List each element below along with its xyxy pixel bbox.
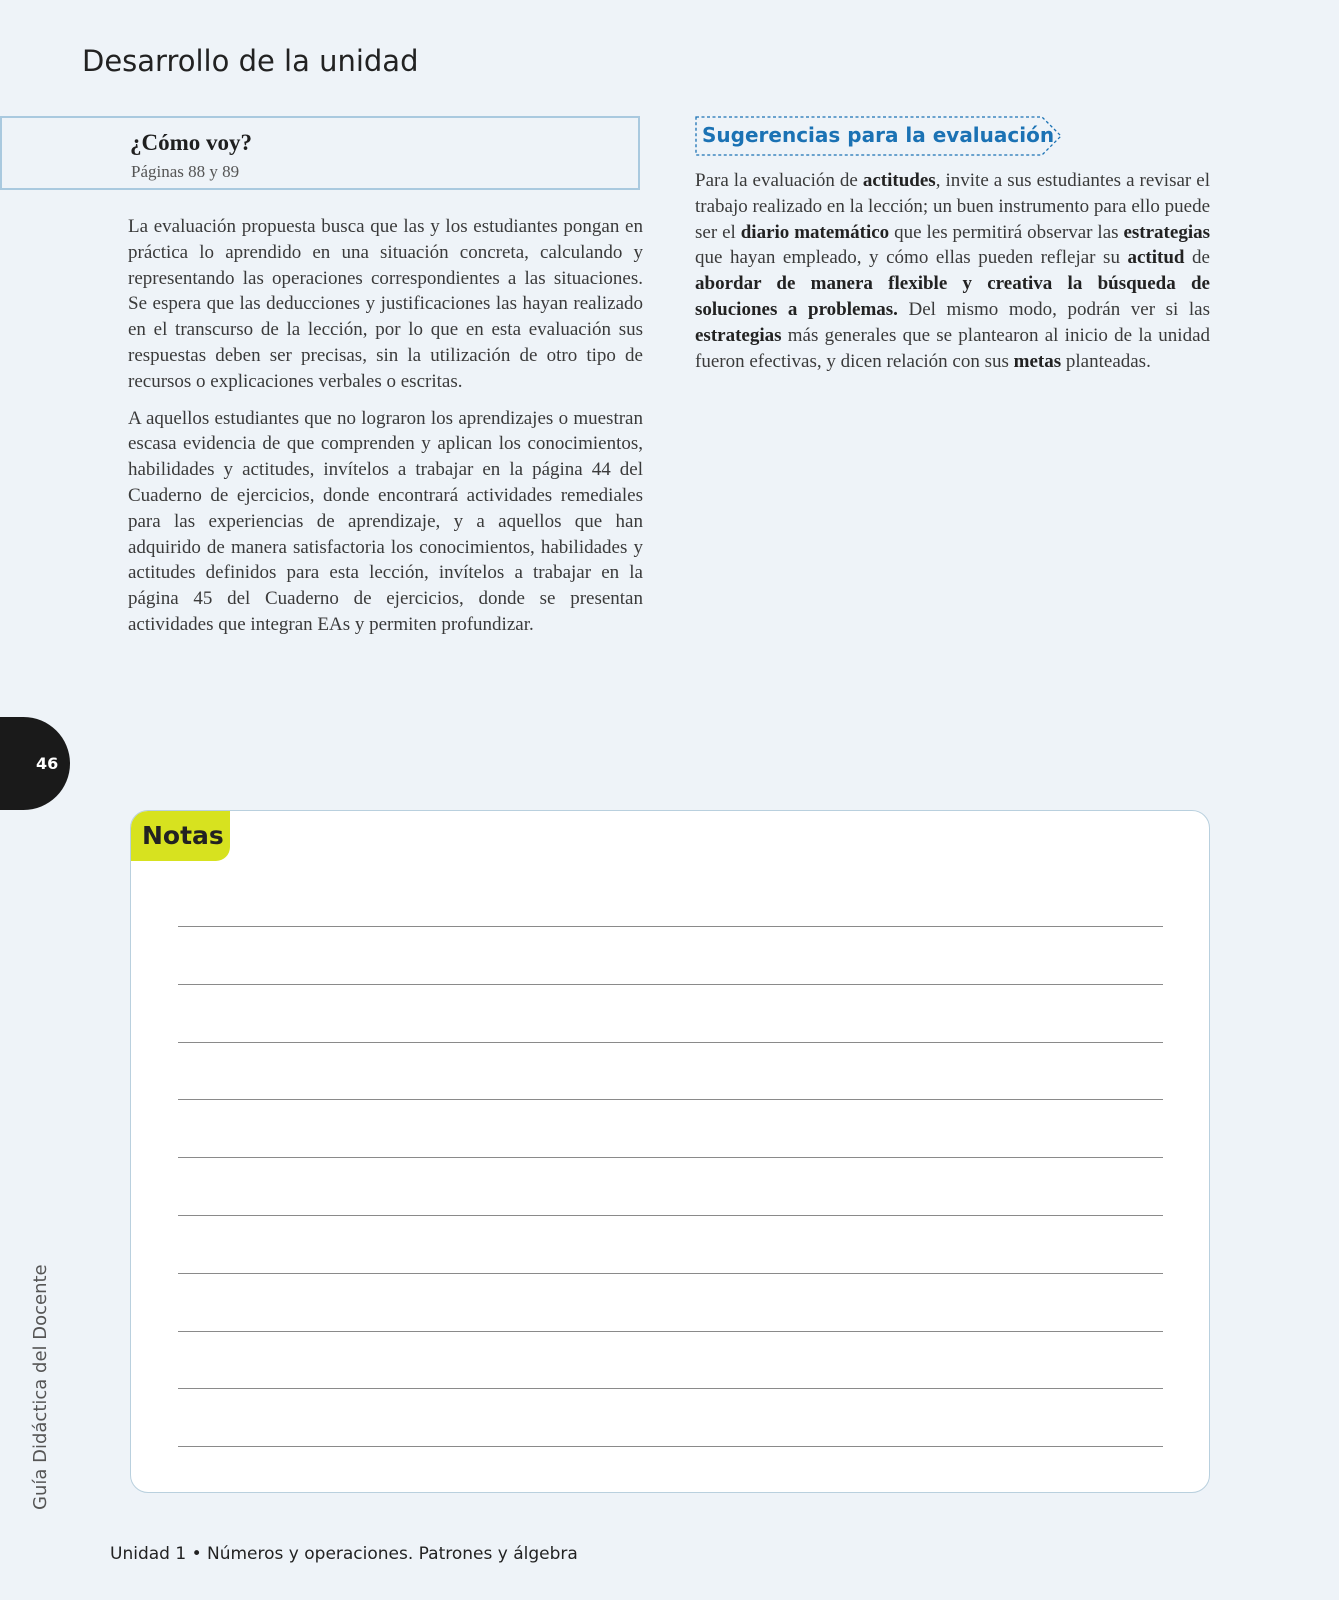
text-segment: Del mismo modo, podrán ver si las <box>897 298 1210 320</box>
left-paragraph-2: A aquellos estudiantes que no lograron los aprendizajes o muestran escasa evidencia de que comprenden y aplican los conocimientos, habilidades y actitudes, invítelos a trabajar en la página 44 del Cuaderno de ejercicios, donde encontrará actividades remediales para las experiencias de aprendizaje, y a aquellos que han adquirido de manera satisfactoria los conocimientos, habilidades y actitudes definidos para esta lección, invítelos a trabajar en la página 45 del Cuaderno de ejercicios, donde se presentan actividades que integran EAs y permiten profundizar. <box>128 407 643 635</box>
left-paragraph-1: La evaluación propuesta busca que las y los estudiantes pongan en práctica lo aprendido en una situación concreta, calculando y representando las operaciones correspondientes a las situaciones. Se espera que las deducciones y justificaciones las hayan realizado en el transcurso de la lección, por lo que en esta evaluación sus respuestas deben ser precisas, sin la utilización de otro tipo de recursos o explicaciones verbales o escritas. <box>128 216 643 392</box>
bold-term: estrategias <box>695 324 782 346</box>
bold-term: abordar de manera flexible y creativa la búsqueda de soluciones a problemas. <box>695 273 1210 320</box>
note-line <box>178 1042 1163 1043</box>
right-column-text <box>695 168 1210 374</box>
note-line <box>178 1273 1163 1274</box>
text-segment: que les permitirá observar las <box>889 221 1124 243</box>
bold-term: actitud <box>1127 247 1185 269</box>
note-line <box>178 926 1163 927</box>
text-segment: de <box>1184 247 1210 269</box>
text-segment: más generales que se plantearon al inicio de la unidad fueron efectivas, y dicen relación con sus <box>695 324 1210 372</box>
note-line <box>178 1446 1163 1447</box>
bold-term: metas <box>1013 350 1062 372</box>
left-column-text <box>128 214 643 649</box>
section-title: ¿Cómo voy? <box>130 130 253 155</box>
note-line <box>178 1157 1163 1158</box>
notes-tab <box>131 811 230 861</box>
bold-term: estrategias <box>1123 221 1210 243</box>
suggestions-label: Sugerencias para la evaluación <box>702 123 1055 147</box>
notes-label: Notas <box>142 821 224 850</box>
text-segment: , invite a sus estudiantes a revisar el trabajo realizado en la lección; un buen instrumento para ello puede ser el <box>695 170 1210 243</box>
page-title: Desarrollo de la unidad <box>82 44 419 78</box>
note-line <box>178 1331 1163 1332</box>
note-line <box>178 1215 1163 1216</box>
page-number: 46 <box>36 754 59 773</box>
section-pages: Páginas 88 y 89 <box>131 162 240 181</box>
side-label: Guía Didáctica del Docente <box>30 1264 51 1510</box>
suggestions-paragraph <box>695 168 1210 374</box>
text-segment: planteadas. <box>1061 350 1151 372</box>
notes-card <box>130 810 1210 1493</box>
suggestions-tag <box>695 116 1063 156</box>
bold-term: actitudes <box>862 170 936 191</box>
note-line <box>178 984 1163 985</box>
note-line <box>178 1388 1163 1389</box>
section-header-box <box>0 116 640 190</box>
text-segment: Para la evaluación de <box>695 170 863 191</box>
page-number-tab <box>0 717 70 810</box>
note-line <box>178 1099 1163 1100</box>
text-segment: que hayan empleado, y cómo ellas pueden reflejar su <box>695 247 1128 269</box>
bold-term: diario matemático <box>740 221 890 243</box>
footer-text: Unidad 1 • Números y operaciones. Patrones y álgebra <box>110 1544 578 1564</box>
